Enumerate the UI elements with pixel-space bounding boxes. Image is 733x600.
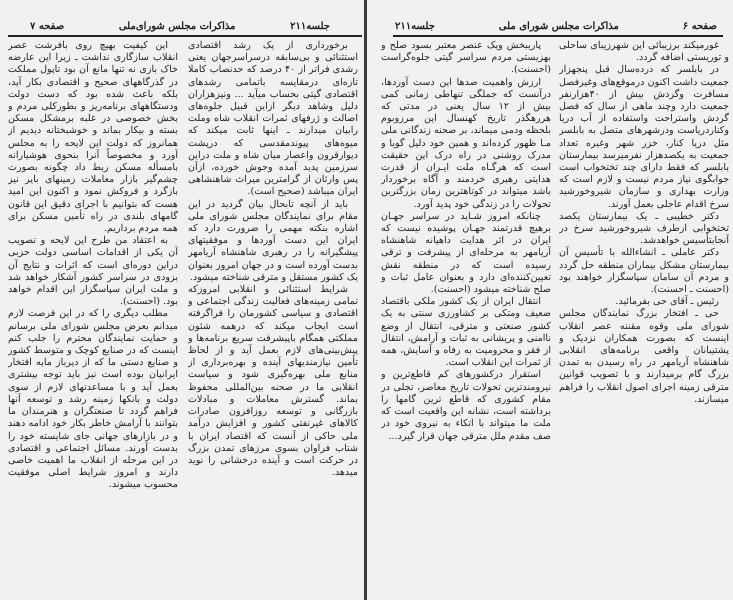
page-header xyxy=(395,20,717,34)
text-column-right xyxy=(559,40,729,600)
paragraph: رئیس ـ آقای حی بفرمائید. xyxy=(615,296,719,308)
paragraph: به اعتقاد من طرح این لایحه و تصویب آن یکی از اقدامات اساسی دولت حزبی دراین دوره‌ای است که اثرات و نتایج آن بزودی در سراسر کشور آشکار خواهد شد و ملت ایران سپاسگزار این اقدام خواهد بود. (احسنت). xyxy=(8,235,178,308)
paragraph: شرایط استثنائی و انقلابی امروزکه تمامی زمینه‌های فعالیت زندگی اجتماعی و اقتصادی و سیاسی کشورمان را فراگرفته است ایجاب میکند که درهمه شئون مملکتی همگام باپیشرفت سریع برنامه‌ها و پیش‌بینی‌های لازم بعمل آید و از لحاظ تأمین نیازمندیهای آینده و بهره‌برداری از منابع ملی بهره‌گیری شود و سیاست انقلابی ما در صحنه بین‌المللی محفوظ بماند. گسترش معاملات و مبادلات بازرگانی و توسعه روزافزون صادرات کالاهای غیرنفتی کشور و افزایش درآمد ملی حاکی از آنست که اقتصاد ایران با شتاب فراوان بسوی مرزهای تمدن بزرگ در حرکت است و آینده درخشانی را نوید میدهد. xyxy=(188,284,358,479)
paragraph: مطلب دیگری را که در این فرصت لازم میدانم بعرض مجلس شورای ملی برسانم و حمایت نمایندگان محترم را جلب کنم اینست که در صنایع کوچک و متوسط کشور و صنایع دستی ما که از دیرباز مایه افتخار ایرانیان بوده است نیز باید توجه بیشتری بعمل آید و با مساعدتهای لازم از سوی دولت و بانکها زمینه رشد و توسعه آنها فراهم گردد تا صنعتگران و هنرمندان ما بتوانند با آرامش خاطر بکار خود ادامه دهند و در بازارهای جهانی جای شایسته خود را بدست آورند. مسائل اجتماعی و اقتصادی در این مرحله از انقلاب ما اهمیت خاصی دارند و امروز شرایط اصلی موفقیت محسوب میشوند. xyxy=(8,308,178,491)
header-rule xyxy=(393,35,723,37)
paragraph: دکتر عاملی ـ انشاءالله با تأسیس آن بیمارستان مشکل بیماران منطقه حل گردد و مردم آن سامان سپاسگزار خواهند بود (احسنت ـ احسنت). xyxy=(559,247,729,296)
paragraph: انتقال ایران از یک کشور ملکی باقتصاد ضعیف ومتکی بر کشاورزی سنتی به یک کشور صنعتی و مترقی، انتقال از وضع ناامنی و پریشانی به ثبات و آرامش، انتقال از فقر و محرومیت به رفاه و آسایش، همه از ثمرات این انقلاب است. xyxy=(381,296,551,369)
page-number: صفحه ۷ xyxy=(30,21,65,32)
paragraph: در بابلسر که درده‌سال قبل پنجهزار جمعیت داشت اکنون درموقع‌های وغیرفصل مسافرت وگردش بیش از ۴۰هزارنفر جمعیت دارد وچند ماهی از سال که فصل گردش واستراحت واستفاده از آب دریا وکناردریاست ودرشهرهای متصل به بابلسر مثل دریا کنار، خزر شهر وغیره تعداد جمعیت به یکصدهزار نفرمیرسد بیمارستان بابلسر که فقط دارای چند تختخواب است جوابگوی نیاز مردم نیست و لازم است که وزارت بهداری و سازمان شیروخورشید سرخ اقدام عاجلی بعمل آورند. xyxy=(559,64,729,210)
text-column-right xyxy=(188,40,358,600)
paragraph: چنانکه امروز شـاید در سراسر جهـان برهیچ قدرتمند جهـان پوشیده نیست که ایران در اثر هدایت داهیانه شاهنشاه آریامهر به مرحله‌ای از پیشرفت و ترقی رسیده است که در منطقه نقش تعیین‌کننده‌ای دارد و بعنوان عامل ثبات و صلح شناخته میشود (احسنت). xyxy=(381,210,551,296)
paragraph: غورمیکند برزیبائی این شهرزیبای ساحلی و توریستی اضافه گردد. xyxy=(559,40,729,64)
paragraph: برخورداری از یک رشد اقتصادی استثنائی و بی‌سابقه درسراسرجهان یعنی رشدی فراتر از ۴۰ درصد که حدنصاب کاملا تازه‌ای درمقایسه باتمامی رشدهای اقتصادی گیتی بحساب میآید ... ونیزهزاران دلیل وشاهد دیگر ازاین قبیل جلوه‌های اصالت و ژرفهای ثمرات انقلاب شاه وملت رابیان میدارند ـ اینها ثابت میکند که میوه‌های پیوندمقدسی که درپشت دیوارقرون واعصار میان شاه و ملت دراین سرزمین پدید آمده وجوش خورده، ازآن پس وارثان از گرامترین میراث شاهنشاهی ایران میباشد (صحیح است). xyxy=(188,40,358,198)
paragraph: پاریبخش ویک عنصر معتبر بسود صلح و بهزیستی مردم سراسر گیتی جلوه‌گراست (احسنت). xyxy=(381,40,551,76)
paragraph: حی ـ افتخار بزرگ نمایندگان مجلس شورای ملی وقوه مقننه عصر انقلاب اینست که بصورت همکاران نزدیک و پشتیبانان واقعی برنامه‌های انقلابی شاهنشاه آریامهر در راه رسیدن به تمدن بزرگ گام برمیدارند و با تصویب قوانین مترقی زمینه اجرای اصول انقلاب را فراهم میسازند. xyxy=(559,308,729,405)
paragraph: دکتر خطیبی ـ یک بیمارستان یکصد تختخوابی ازطرف شیروخورشید سرخ در آنجابتأسیس خواهدشد. xyxy=(559,210,729,247)
text-column-left xyxy=(8,40,178,600)
paragraph: این کیفیت بهیچ روی بافرشت عصر انقلاب سازگاری نداشت ـ زیرا این عارضه خاک بازی نه تنها مانع آن بود تاپول مملکت در گذرگاههای صحیح و اقتصادی بکار آید، بلکه باعث شده بود که دست دولت ودستگاههای برنامه‌ریز و بطورکلی مردم و بخش خصوصی در غلبه برمشکل مسکن بسته و بیکار بماند و خوشبختانه دیدیم از همانروز که دولت این لایحه را به مجلس آورد و مخصوصاً آنرا بنحوی هوشیارانه بامسأله مسکن ربط داد چگونه بصورت چشم‌گیر بازار معاملات زمینهای بایر نیز بازگرد و فروکش نمود و اکنون این امید هست که بتوانیم با اجرای دقیق این قانون گامهای بلندی در راه تأمین مسکن برای همه مردم برداریم. xyxy=(8,40,178,235)
session-number: جلسه۲۱۱ xyxy=(290,21,330,32)
running-title: مذاکرات مجلس شورای ملی xyxy=(498,21,619,32)
running-title: مذاکرات مجلس شورای‌ملی xyxy=(118,21,236,32)
left-page xyxy=(0,0,365,600)
page-number: صفحه ۶ xyxy=(682,21,717,32)
page-header xyxy=(30,20,330,34)
header-rule xyxy=(8,35,362,37)
session-number: جلسه۲۱۱ xyxy=(395,21,435,32)
paragraph: استقرار درکشورهای کم قاطع‌ترین و نیرومندترین تحولات تاریخ معاصر، تجلی در مقام کشوری که قاطع ترین گامها را برداشته است، نشانه این واقعیت است که ملت ما میتواند با اتکاء به نیروی خود در صف مقدم ملل مترقی جهان قرار گیرد... xyxy=(381,369,551,442)
paragraph: ارزش واهمیت صدها این دست آوردها، درآنست که جملگی تنهاطی زمانی کمی بیش از ۱۲ سال یعنی در مدتی که هررهگذر تاریخ کهنسال این مرزوبوم بلحظه ودمی میماند، بر صحنه زندگانی ملی مـا ظهور کرده‌اند و همین خود دلیل گویا و مدرک روشنی در راه درک این حقیقت است که هرگـاه ملت ایـران از قدرت هدایتی رهبری خردمند و آگاه برخوردار باشد میتواند در کوتاهترین زمان بزرگترین تحولات را در زندگی خود پدید آورد. xyxy=(381,76,551,210)
paragraph: باید از آنچه تابحال بیان گردید در این مقام برای نمایندگان مجلس شورای ملی اشاره بنکته مهمی را ضرورت دارد که ایران این دست آوردها و موفقیتهای پیشگیرانه را در رهبری شاهنشاه آریامهر بدست آورده است و در جهان امروز بعنوان یک کشور مستقل و مترقی شناخته میشود. xyxy=(188,198,358,283)
text-column-left xyxy=(381,40,551,600)
right-page xyxy=(367,0,733,600)
